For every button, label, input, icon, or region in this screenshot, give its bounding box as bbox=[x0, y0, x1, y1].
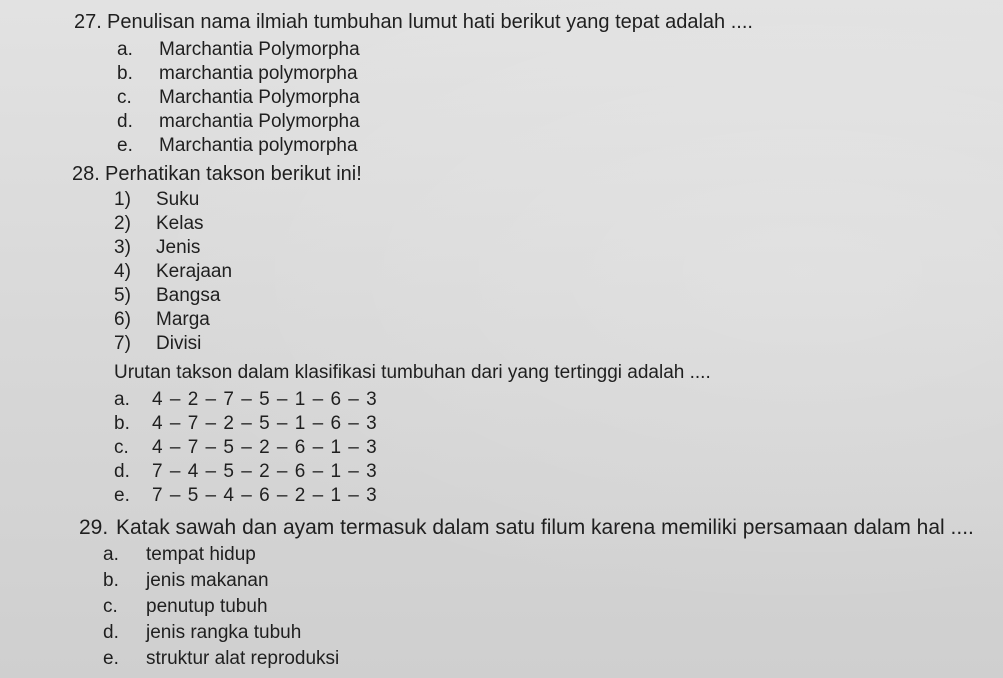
option-text: penutup tubuh bbox=[146, 596, 268, 617]
taxon-number: 6) bbox=[114, 309, 131, 330]
question-number: 27. bbox=[74, 11, 102, 33]
option-text: struktur alat reproduksi bbox=[146, 648, 340, 669]
option-letter: c. bbox=[117, 87, 132, 108]
question-number: 29. bbox=[79, 516, 109, 539]
option-text: marchantia Polymorpha bbox=[159, 111, 360, 132]
option-letter: c. bbox=[103, 596, 118, 617]
taxon-name: Kelas bbox=[156, 213, 204, 234]
option-letter: d. bbox=[117, 111, 133, 132]
option-text: 4 – 7 – 2 – 5 – 1 – 6 – 3 bbox=[152, 413, 378, 434]
question-number: 28. bbox=[72, 163, 100, 185]
taxon-number: 7) bbox=[114, 333, 131, 354]
option-letter: d. bbox=[114, 461, 130, 482]
taxon-name: Kerajaan bbox=[156, 261, 233, 282]
taxon-number: 2) bbox=[114, 213, 131, 234]
taxon-name: Jenis bbox=[156, 237, 201, 258]
option-letter: e. bbox=[114, 485, 130, 506]
option-text: jenis rangka tubuh bbox=[146, 622, 302, 643]
option-letter: d. bbox=[103, 622, 119, 643]
option-letter: a. bbox=[114, 389, 130, 410]
option-letter: e. bbox=[103, 648, 119, 669]
option-text: jenis makanan bbox=[146, 570, 269, 591]
option-letter: b. bbox=[117, 63, 133, 84]
taxon-number: 4) bbox=[114, 261, 131, 282]
taxon-name: Suku bbox=[156, 189, 200, 210]
taxon-number: 3) bbox=[114, 237, 131, 258]
option-text: 7 – 5 – 4 – 6 – 2 – 1 – 3 bbox=[152, 485, 378, 506]
option-text: 4 – 2 – 7 – 5 – 1 – 6 – 3 bbox=[152, 389, 378, 410]
taxon-number: 5) bbox=[114, 285, 131, 306]
option-text: 4 – 7 – 5 – 2 – 6 – 1 – 3 bbox=[152, 437, 378, 458]
question-prompt: Urutan takson dalam klasifikasi tumbuhan dari yang tertinggi adalah .... bbox=[114, 362, 711, 383]
question-text: Katak sawah dan ayam termasuk dalam satu filum karena memiliki persamaan dalam hal .... bbox=[116, 516, 974, 539]
option-text: Marchantia polymorpha bbox=[159, 135, 358, 156]
option-text: 7 – 4 – 5 – 2 – 6 – 1 – 3 bbox=[152, 461, 378, 482]
option-text: marchantia polymorpha bbox=[159, 63, 358, 84]
option-text: Marchantia Polymorpha bbox=[159, 39, 360, 60]
option-letter: b. bbox=[103, 570, 119, 591]
option-letter: a. bbox=[103, 544, 119, 565]
option-letter: b. bbox=[114, 413, 130, 434]
option-letter: e. bbox=[117, 135, 133, 156]
question-text: Perhatikan takson berikut ini! bbox=[105, 163, 362, 185]
option-letter: c. bbox=[114, 437, 129, 458]
taxon-number: 1) bbox=[114, 189, 131, 210]
taxon-name: Bangsa bbox=[156, 285, 221, 306]
option-text: tempat hidup bbox=[146, 544, 256, 565]
taxon-name: Marga bbox=[156, 309, 210, 330]
option-text: Marchantia Polymorpha bbox=[159, 87, 360, 108]
taxon-name: Divisi bbox=[156, 333, 202, 354]
question-text: Penulisan nama ilmiah tumbuhan lumut hati berikut yang tepat adalah .... bbox=[107, 11, 753, 33]
option-letter: a. bbox=[117, 39, 133, 60]
